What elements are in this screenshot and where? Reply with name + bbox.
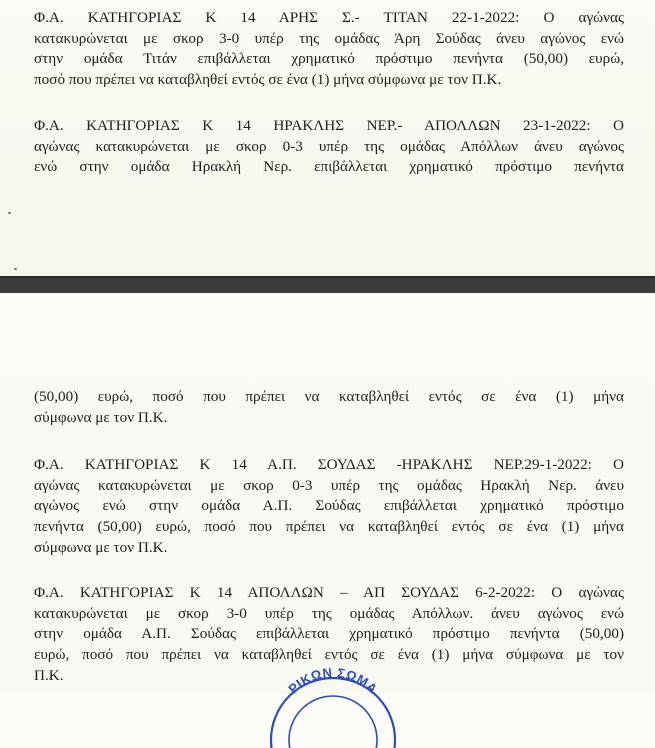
paragraph-ap-soudas-iraklis (34, 455, 624, 559)
paragraph-line: (50,00) ευρώ, ποσό που πρέπει να καταβληθεί εντός σε ένα (1) μήνα (34, 388, 624, 405)
paragraph-line: ποσό που πρέπει να καταβληθεί εντός σε ένα (1) μήνα σύμφωνα με τον Π.Κ. (34, 71, 502, 89)
paragraph-line: Φ.Α. ΚΑΤΗΓΟΡΙΑΣ Κ 14 ΑΡΗΣ Σ.- ΤΙΤΑΝ 22-1-2022: Ο αγώνας (34, 9, 624, 26)
paragraph-line: Φ.Α. ΚΑΤΗΓΟΡΙΑΣ Κ 14 ΑΠΟΛΛΩΝ – ΑΠ ΣΟΥΔΑΣ 6-2-2022: Ο αγώνας (34, 584, 624, 601)
paragraph-line: κατακυρώνεται με σκορ 3-0 υπέρ της ομάδας Άρη Σούδας άνευ αγώνος ενώ (34, 29, 624, 47)
stamp-text (285, 668, 380, 697)
paragraph-iraklis-apollon-continued (34, 387, 624, 428)
paragraph-iraklis-apollon (34, 116, 624, 178)
paragraph-line: ενώ στην ομάδα Ηρακλή Νερ. επιβάλλεται χρηματικό πρόστιμο πενήντα (34, 158, 624, 176)
paragraph-line: Π.Κ. (34, 666, 64, 684)
paragraph-line: στην ομάδα Α.Π. Σούδας επιβάλλεται χρηματικό πρόστιμο πενήντα (50,00) (34, 625, 624, 643)
paragraph-line: ευρώ, ποσό που πρέπει να καταβληθεί εντός σε ένα (1) μήνα σύμφωνα με τον (34, 646, 624, 664)
stamp-inner-ring (289, 696, 377, 748)
paragraph-ares-titan (34, 8, 624, 91)
paragraph-line: πενήντα (50,00) ευρώ, ποσό που πρέπει να καταβληθεί εντός σε ένα (1) μήνα (34, 518, 624, 536)
scan-speck (14, 268, 17, 270)
paragraph-line: Φ.Α. ΚΑΤΗΓΟΡΙΑΣ Κ 14 Α.Π. ΣΟΥΔΑΣ -ΗΡΑΚΛΗΣ ΝΕΡ.29-1-2022: Ο (34, 456, 624, 473)
paragraph-line: Φ.Α. ΚΑΤΗΓΟΡΙΑΣ Κ 14 ΗΡΑΚΛΗΣ ΝΕΡ.- ΑΠΟΛΛΩΝ 23-1-2022: Ο (34, 117, 624, 134)
official-stamp (258, 668, 408, 748)
stamp-text-path: ΡΙΚΩΝ ΣΩΜΑ (285, 668, 381, 697)
paragraph-line: αγώνας κατακυρώνεται με σκορ 0-3 υπέρ της ομάδας Απόλλων άνευ αγώνος (34, 137, 624, 155)
paragraph-line: στην ομάδα Τιτάν επιβάλλεται χρηματικό πρόστιμο πενήντα (50,00) ευρώ, (34, 50, 624, 68)
paragraph-line: αγώνας κατακυρώνεται με σκορ 0-3 υπέρ της ομάδας Ηρακλή Νερ. άνευ (34, 476, 624, 494)
paragraph-line: κατακυρώνεται με σκορ 3-0 υπέρ της ομάδας Απόλλων. άνευ αγώνος ενώ (34, 604, 624, 622)
paragraph-line: σύμφωνα με τον Π.Κ. (34, 408, 168, 426)
paragraph-line: αγώνος ενώ στην ομάδα Α.Π. Σούδας επιβάλλεται χρηματικό πρόστιμο (34, 497, 624, 515)
paragraph-line: σύμφωνα με τον Π.Κ. (34, 538, 168, 556)
scan-speck (8, 212, 11, 214)
